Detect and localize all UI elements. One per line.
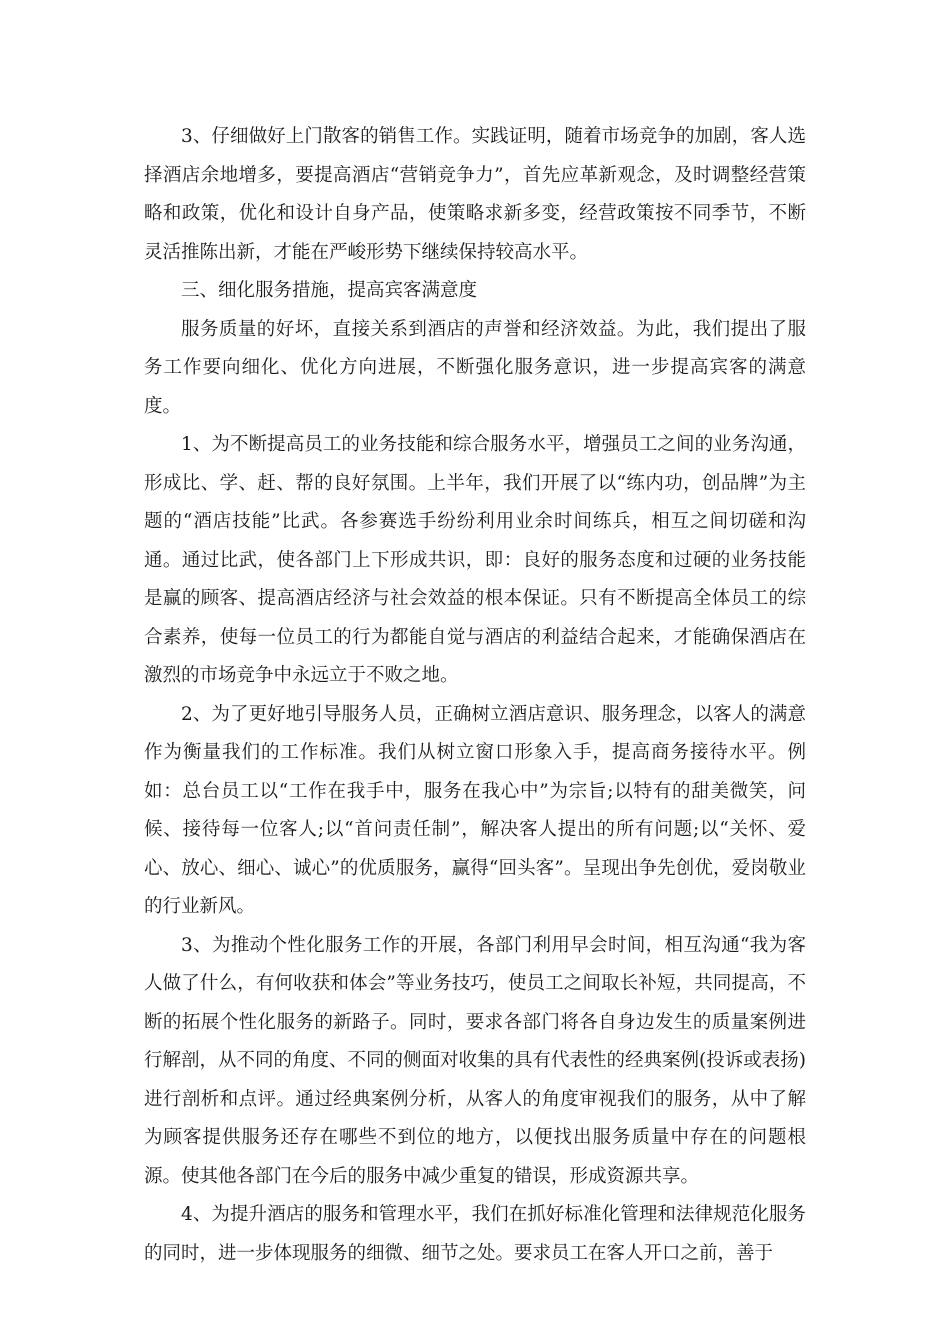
paragraph-item-4-management-level: 4、为提升酒店的服务和管理水平，我们在抓好标准化管理和法律规范化服务的同时，进一步体现服务的细微、细节之处。要求员工在客人开口之前，善于 <box>144 1204 806 1264</box>
document-body <box>144 118 806 1273</box>
section-heading-service-measures: 三、细化服务措施，提高宾客满意度 <box>181 280 478 301</box>
paragraph-service-quality: 服务质量的好坏，直接关系到酒店的声誉和经济效益。为此，我们提出了服务工作要向细化、优化方向进展，不断强化服务意识，进一步提高宾客的满意度。 <box>144 318 806 417</box>
paragraph-item-1-skills-competition: 1、为不断提高员工的业务技能和综合服务水平，增强员工之间的业务沟通，形成比、学、赶、帮的良好氛围。上半年，我们开展了以“练内功，创品牌”为主题的“酒店技能”比武。各参赛选手纷纷利用业余时间练兵，相互之间切磋和沟通。通过比武，使各部门上下形成共识，即：良好的服务态度和过硬的业务技能是赢的顾客、提高酒店经济与社会效益的根本保证。只有不断提高全体员工的综合素养，使每一位员工的行为都能自觉与酒店的利益结合起来，才能确保酒店在激烈的市场竞争中永远立于不败之地。 <box>144 434 806 686</box>
paragraph-item-2-service-concept: 2、为了更好地引导服务人员，正确树立酒店意识、服务理念，以客人的满意作为衡量我们的工作标准。我们从树立窗口形象入手，提高商务接待水平。例如：总台员工以“工作在我手中，服务在我心中”为宗旨;以特有的甜美微笑，问候、接待每一位客人;以“首问责任制”，解决客人提出的所有问题;以“关怀、爱心、放心、细心、诚心”的优质服务，赢得“回头客”。呈现出争先创优，爱岗敬业的行业新风。 <box>144 703 806 917</box>
paragraph-item-3-personalized-service: 3、为推动个性化服务工作的开展，各部门利用早会时间，相互沟通“我为客人做了什么，有何收获和体会”等业务技巧，使员工之间取长补短，共同提高，不断的拓展个性化服务的新路子。同时，要求各部门将各自身边发生的质量案例进行解剖，从不同的角度、不同的侧面对收集的具有代表性的经典案例(投诉或表扬)进行剖析和点评。通过经典案例分析，从客人的角度审视我们的服务，从中了解为顾客提供服务还存在哪些不到位的地方，以便找出服务质量中存在的问题根源。使其他各部门在今后的服务中减少重复的错误，形成资源共享。 <box>144 934 806 1187</box>
paragraph-walk-in-sales: 3、仔细做好上门散客的销售工作。实践证明，随着市场竞争的加剧，客人选择酒店余地增多，要提高酒店“营销竞争力”，首先应革新观念，及时调整经营策略和政策，优化和设计自身产品，使策略求新多变，经营政策按不同季节，不断灵活推陈出新，才能在严峻形势下继续保持较高水平。 <box>144 126 806 263</box>
